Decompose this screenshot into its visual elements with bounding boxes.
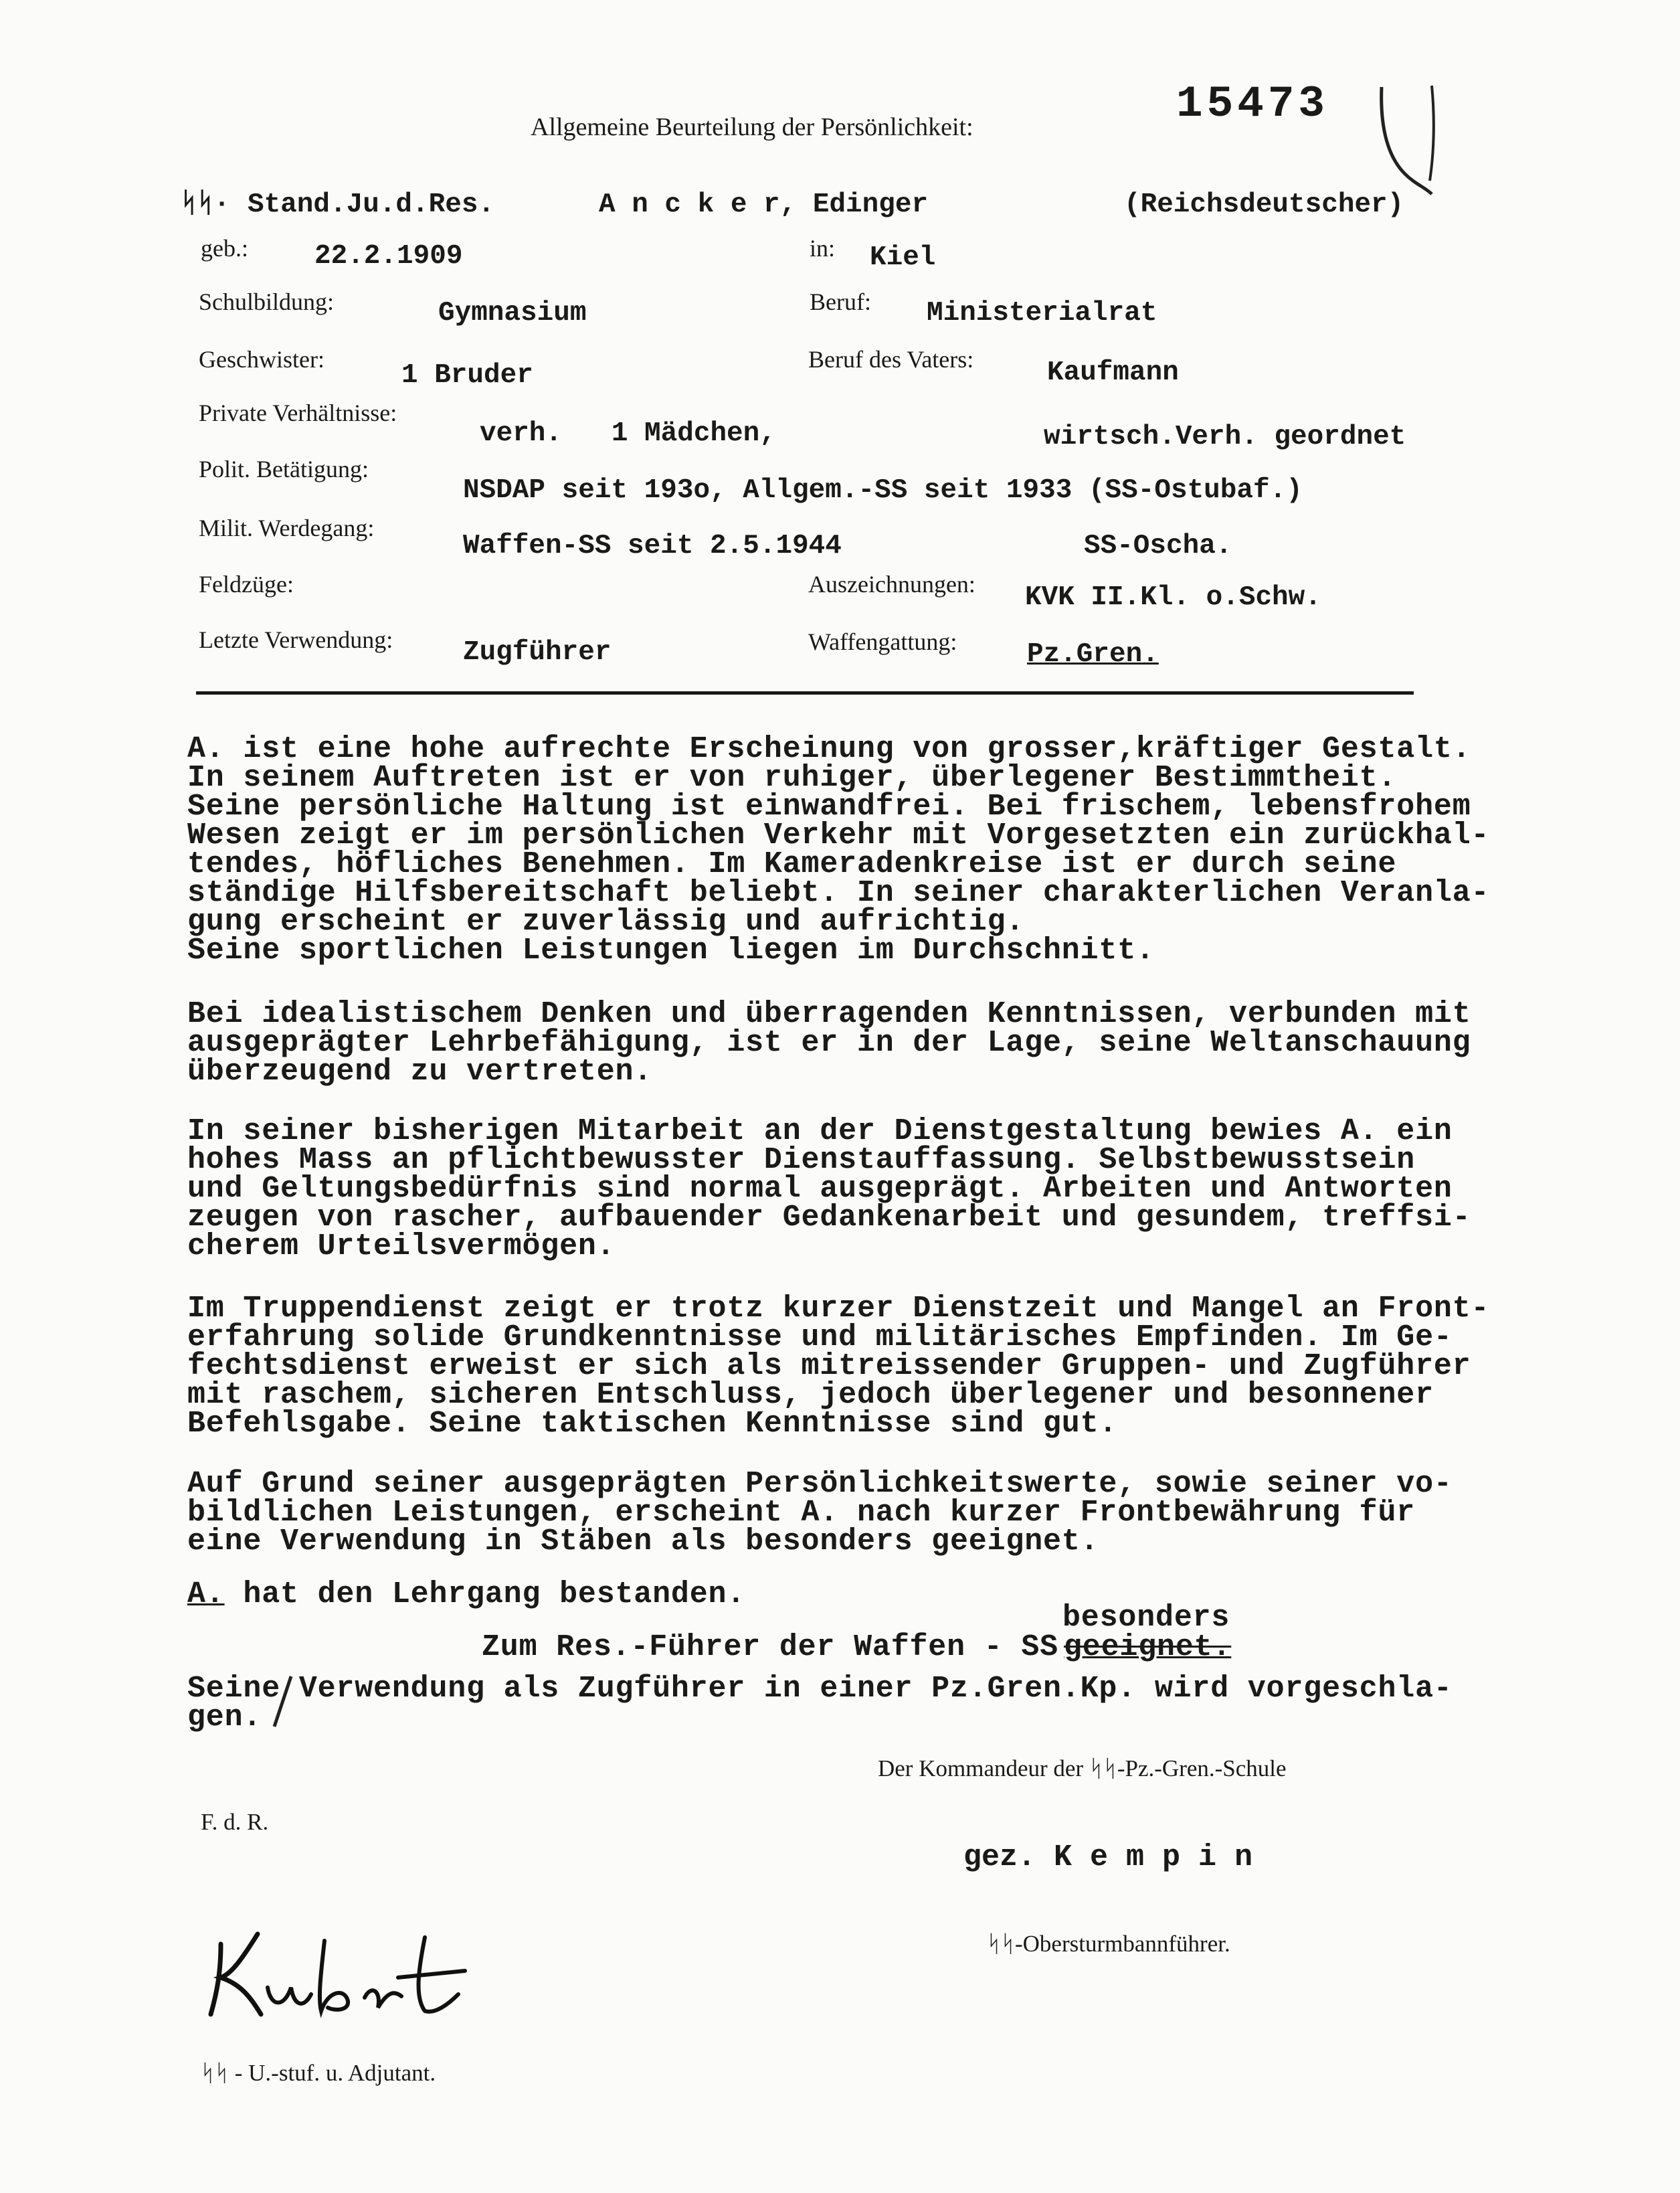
body-line: ständige Hilfsbereitschaft beliebt. In seiner charakterlichen Veranla- (187, 876, 1490, 910)
body-line: Befehlsgabe. Seine taktischen Kenntnisse sind gut. (187, 1407, 1118, 1441)
signature-name: Kübert (201, 2023, 203, 2024)
branch-value: Pz.Gren. (1027, 639, 1159, 670)
profession-value: Ministerialrat (927, 298, 1157, 329)
recommendation-struck: geeignet. (1064, 1630, 1232, 1664)
military-rank-value: SS-Oscha. (1084, 531, 1232, 561)
body-line: bildlichen Leistungen, erscheint A. nach kurzer Frontbewährung für (187, 1496, 1416, 1530)
commander-title: Der Kommandeur der ᛋᛋ-Pz.-Gren.-Schule (878, 1755, 1287, 1781)
initial-a: A. (187, 1577, 225, 1611)
military-value: Waffen-SS seit 2.5.1944 (463, 531, 842, 561)
handwritten-signature (194, 1924, 475, 2024)
recommendation-insert: besonders (1062, 1601, 1230, 1635)
body-line: erfahrung solide Grundkenntnisse und militärisches Empfinden. Im Ge- (187, 1320, 1453, 1354)
private-label: Private Verhältnisse: (199, 400, 397, 426)
document-number: 15473 (1176, 79, 1329, 129)
document-title: Allgemeine Beurteilung der Persönlichkeit: (531, 113, 973, 141)
body-line: zeugen von rascher, aufbauender Gedankenarbeit und gesundem, treffsi- (187, 1201, 1471, 1235)
siblings-value: 1 Bruder (401, 360, 533, 391)
body-line: hohes Mass an pflichtbewusster Dienstauffassung. Selbstbewusstsein (187, 1143, 1416, 1177)
body-line: eine Verwendung in Stäben als besonders geeignet. (187, 1524, 1099, 1559)
pen-mark-icon (264, 1673, 298, 1733)
body-line: und Geltungsbedürfnis sind normal ausgeprägt. Arbeiten und Antworten (187, 1172, 1453, 1206)
body-line: Bei idealistischem Denken und überragenden Kenntnissen, verbunden mit (187, 997, 1471, 1031)
born-value: 22.2.1909 (314, 241, 463, 272)
body-line: tendes, höfliches Benehmen. Im Kameradenkreise ist er durch seine (187, 847, 1397, 881)
body-line: Im Truppendienst zeigt er trotz kurzer Dienstzeit und Mangel an Front- (187, 1292, 1490, 1326)
private-value: verh. 1 Mädchen, (480, 418, 776, 449)
body-line: In seinem Auftreten ist er von ruhiger, überlegener Bestimmtheit. (187, 761, 1397, 795)
awards-value: KVK II.Kl. o.Schw. (1025, 582, 1321, 613)
school-value: Gymnasium (438, 298, 587, 329)
fdr-note: F. d. R. (201, 1809, 269, 1835)
born-label: geb.: (201, 235, 248, 262)
body-line: cherem Urteilsvermögen. (187, 1229, 616, 1263)
body-line: Seine sportlichen Leistungen liegen im Durchschnitt. (187, 934, 1155, 968)
birthplace-value: Kiel (870, 242, 936, 273)
adjutant-title: ᛋᛋ - U.-stuf. u. Adjutant. (201, 2060, 436, 2086)
body-line: In seiner bisherigen Mitarbeit an der Dienstgestaltung bewies A. ein (187, 1114, 1453, 1148)
body-line: gung erscheint er zuverlässig und aufrichtig. (187, 905, 1025, 939)
last-assignment-value: Zugführer (463, 637, 612, 668)
name-value: A n c k e r, Edinger (599, 189, 929, 220)
body-line: überzeugend zu vertreten. (187, 1055, 653, 1089)
siblings-label: Geschwister: (199, 346, 324, 373)
signed-by: gez. K e m p i n (963, 1840, 1253, 1874)
body-line: A. ist eine hohe aufrechte Erscheinung von grosser,kräftiger Gestalt. (187, 732, 1471, 766)
ss-rune-prefix: ᛋᛋ· (181, 189, 230, 220)
body-line: ausgeprägter Lehrbefähigung, ist er in der Lage, seine Weltanschauung (187, 1026, 1471, 1060)
school-label: Schulbildung: (199, 288, 335, 315)
birthplace-label: in: (810, 235, 836, 262)
profession-label: Beruf: (810, 288, 871, 315)
body-line: fechtsdienst erweist er sich als mitreissender Gruppen- und Zugführer (187, 1349, 1471, 1383)
branch-label: Waffengattung: (808, 628, 957, 655)
father-profession-value: Kaufmann (1047, 357, 1179, 388)
body-line: Seine persönliche Haltung ist einwandfrei. Bei frischem, lebensfrohem (187, 790, 1471, 824)
commander-rank: ᛋᛋ-Obersturmbannführer. (987, 1931, 1230, 1957)
campaigns-label: Feldzüge: (199, 571, 294, 598)
course-passed-line (187, 1577, 745, 1611)
military-label: Milit. Werdegang: (199, 515, 375, 541)
usage-line: gen. (187, 1700, 262, 1735)
usage-line: Seine Verwendung als Zugführer in einer Pz.Gren.Kp. wird vorgeschla- (187, 1672, 1453, 1706)
handwritten-mark-icon (1368, 80, 1455, 197)
political-value: NSDAP seit 193o, Allgem.-SS seit 1933 (SS-Ostubaf.) (463, 475, 1303, 506)
body-line: Auf Grund seiner ausgeprägten Persönlichkeitswerte, sowie seiner vo- (187, 1467, 1453, 1501)
father-profession-label: Beruf des Vaters: (808, 346, 974, 373)
nationality-value: (Reichsdeutscher) (1124, 189, 1404, 220)
course-passed-text: hat den Lehrgang bestanden. (224, 1577, 746, 1611)
section-divider (196, 691, 1414, 695)
recommendation-line: Zum Res.-Führer der Waffen - SS (482, 1630, 1058, 1664)
body-line: Wesen zeigt er im persönlichen Verkehr mit Vorgesetzten ein zurückhal- (187, 818, 1490, 853)
body-line: mit raschem, sicheren Entschluss, jedoch überlegener und besonnener (187, 1378, 1434, 1412)
rank-value: Stand.Ju.d.Res. (248, 189, 495, 220)
private-economic-value: wirtsch.Verh. geordnet (1044, 422, 1406, 452)
awards-label: Auszeichnungen: (808, 571, 975, 598)
last-assignment-label: Letzte Verwendung: (199, 626, 393, 653)
political-label: Polit. Betätigung: (199, 456, 369, 483)
